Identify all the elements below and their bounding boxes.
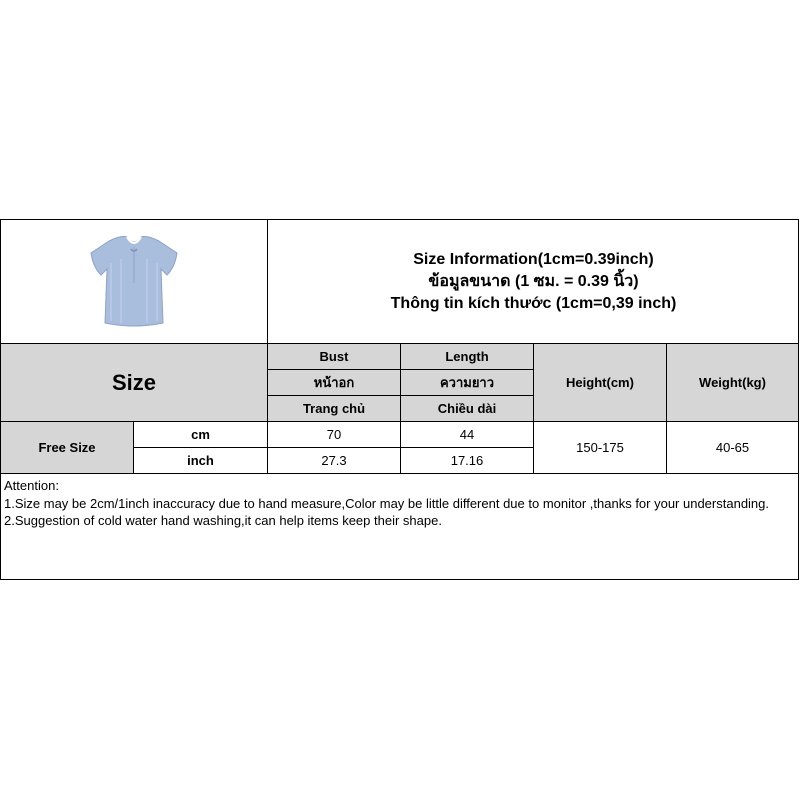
divider bbox=[1, 473, 798, 474]
divider bbox=[533, 344, 534, 473]
length-header-th: ความยาว bbox=[401, 370, 533, 395]
title-thai: ข้อมูลขนาด (1 ซม. = 0.39 นิ้ว) bbox=[428, 273, 639, 290]
weight-value: 40-65 bbox=[715, 440, 750, 455]
length-inch-value: 17.16 bbox=[450, 453, 484, 468]
bust-header-en: Bust bbox=[268, 344, 400, 369]
height-header: Height(cm) bbox=[534, 344, 666, 421]
divider bbox=[400, 344, 401, 473]
length-header-en: Length bbox=[401, 344, 533, 369]
free-size-label: Free Size bbox=[1, 422, 133, 473]
unit-inch: inch bbox=[187, 453, 214, 468]
blouse-icon bbox=[71, 223, 197, 341]
divider bbox=[133, 422, 134, 473]
notes-heading: Attention: bbox=[4, 478, 59, 493]
divider bbox=[134, 447, 533, 448]
unit-cm: cm bbox=[191, 427, 210, 442]
bust-header-th: หน้าอก bbox=[268, 370, 400, 395]
notes-line-2: 2.Suggestion of cold water hand washing,it can help items keep their shape. bbox=[4, 513, 442, 528]
notes-line-1: 1.Size may be 2cm/1inch inaccuracy due to hand measure,Color may be little different due to monitor ,thanks for your understanding. bbox=[4, 495, 770, 511]
weight-header: Weight(kg) bbox=[667, 344, 798, 421]
attention-notes bbox=[4, 477, 794, 530]
divider bbox=[267, 220, 268, 473]
bust-cm-value: 70 bbox=[326, 427, 342, 442]
length-header-vi: Chiều dài bbox=[401, 396, 533, 421]
size-information-title bbox=[268, 220, 799, 344]
length-cm-value: 44 bbox=[459, 427, 475, 442]
size-header: Size bbox=[1, 344, 267, 421]
title-vietnamese: Thông tin kích thước (1cm=0,39 inch) bbox=[390, 295, 677, 312]
product-image bbox=[71, 223, 197, 341]
bust-header-vi: Trang chủ bbox=[268, 396, 400, 421]
size-chart bbox=[0, 219, 799, 580]
height-value: 150-175 bbox=[576, 440, 624, 455]
divider bbox=[666, 344, 667, 473]
bust-inch-value: 27.3 bbox=[321, 453, 347, 468]
title-english: Size Information(1cm=0.39inch) bbox=[413, 251, 654, 268]
